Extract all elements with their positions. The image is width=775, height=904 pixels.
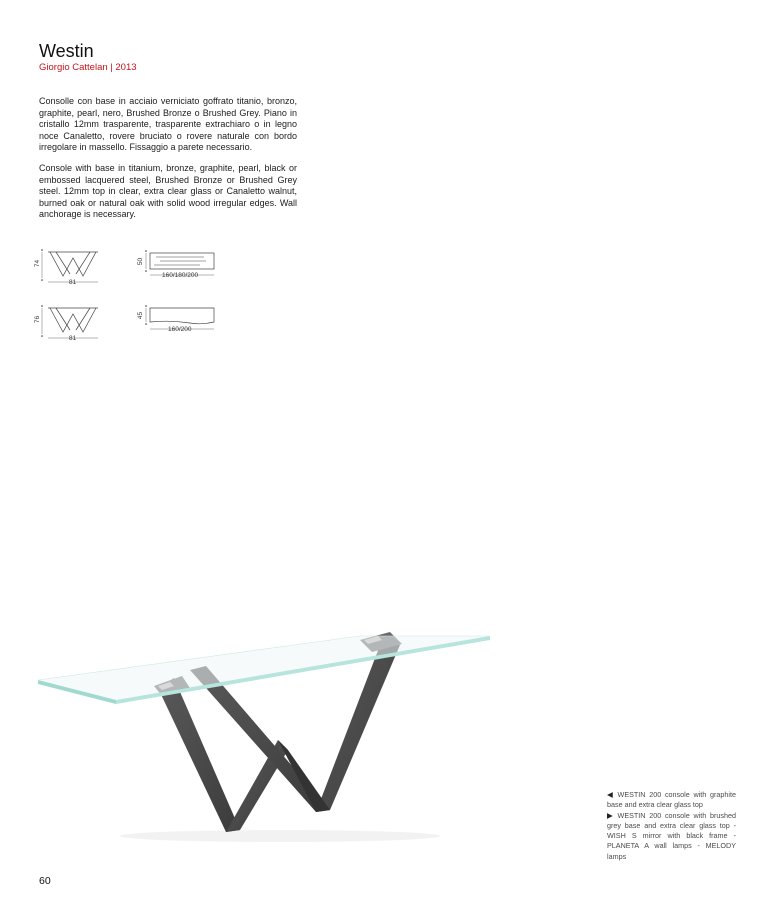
dim-top-depth-1: 50 bbox=[137, 257, 145, 266]
front-legs-4 bbox=[56, 308, 90, 330]
dimension-drawings bbox=[30, 248, 240, 358]
description-italian: Consolle con base in acciaio verniciato goffrato titanio, bronzo, graphite, pearl, nero, Brushed Bronze o Brushed Grey. Piano in cristallo 12mm trasparente, trasparente extrachiaro o in legno noce Canaletto, rovere bruciato o rovere naturale con bordo irregolare in massello. Fissaggio a parete necessario. bbox=[39, 96, 297, 152]
caption-text-1: WESTIN 200 console with graphite base and extra clear glass top bbox=[607, 790, 736, 810]
description-english: Console with base in titanium, bronze, graphite, pearl, black or embossed lacquered steel, Brushed Bronze or Brushed Grey steel. 12mm top in clear, extra clear glass or Canaletto walnut, burned oak or natural oak with solid wood irregular edges. Wall anchorage is necessary. bbox=[39, 163, 297, 219]
caption-text-2: WESTIN 200 console with brushed grey base and extra clear glass top - WISH S mirror with black frame - PLANETA A wall lamps - MELODY lamps bbox=[607, 810, 736, 861]
dim-top-width-2: 160/200 bbox=[168, 326, 192, 333]
top-view-shape-2 bbox=[150, 308, 214, 324]
dim-front-height-1: 74 bbox=[34, 259, 42, 268]
right-triangle-icon: ▶ bbox=[607, 810, 615, 820]
front-legs-3 bbox=[50, 308, 96, 332]
left-triangle-icon: ◀ bbox=[607, 790, 615, 799]
console-illustration bbox=[30, 600, 500, 850]
front-legs-1 bbox=[50, 252, 96, 276]
front-legs-2 bbox=[56, 252, 90, 274]
dim-front-height-2: 76 bbox=[34, 315, 42, 324]
caption-line-2 bbox=[607, 811, 736, 862]
dim-front-width-2: 81 bbox=[69, 335, 77, 342]
glass-top bbox=[38, 636, 490, 704]
designer-line: Giorgio Cattelan | 2013 bbox=[39, 62, 137, 73]
dim-top-width-1: 160/180/200 bbox=[162, 272, 199, 279]
caption-line-1 bbox=[607, 790, 736, 811]
photo-caption bbox=[607, 790, 736, 862]
dim-top-depth-2: 45 bbox=[137, 311, 145, 320]
product-photo bbox=[30, 600, 500, 850]
page-number: 60 bbox=[39, 875, 51, 887]
dimension-diagram bbox=[30, 248, 240, 358]
dim-front-width-1: 81 bbox=[69, 279, 77, 286]
product-title: Westin bbox=[39, 41, 94, 61]
